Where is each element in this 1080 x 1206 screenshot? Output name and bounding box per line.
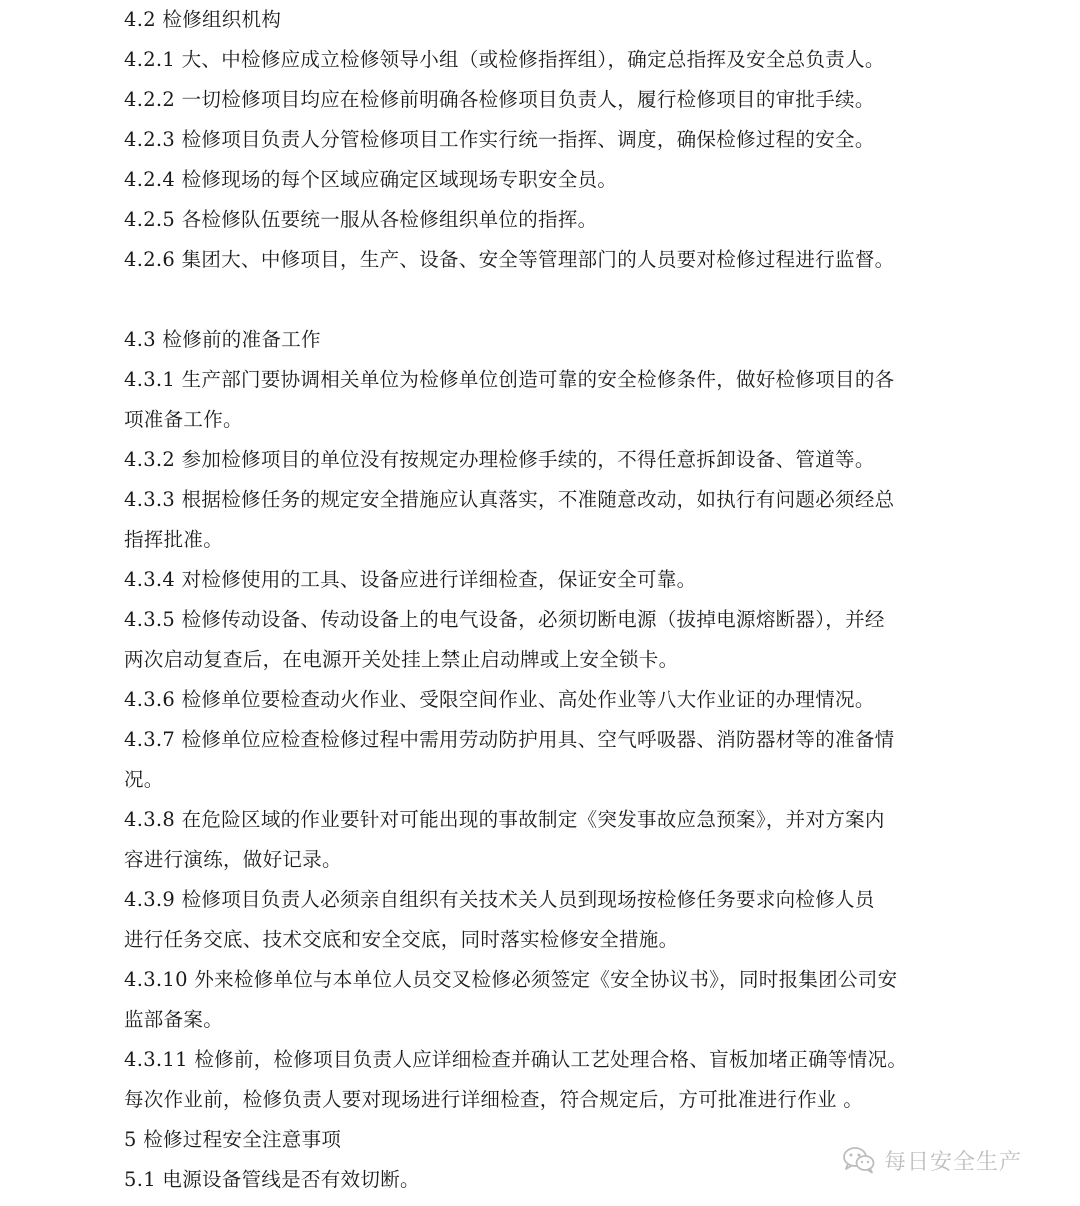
paragraph-4-3-10-cont: 监部备案。	[124, 1008, 224, 1031]
paragraph-4-3-3-cont: 指挥批准。	[124, 528, 224, 551]
watermark	[842, 1140, 1022, 1180]
paragraph-4-3-5-cont: 两次启动复查后，在电源开关处挂上禁止启动牌或上安全锁卡。	[124, 648, 679, 671]
section-heading-4-3: 4.3 检修前的准备工作	[124, 328, 321, 351]
paragraph-4-3-8-cont: 容进行演练，做好记录。	[124, 848, 342, 871]
paragraph-4-3-11-cont: 每次作业前，检修负责人要对现场进行详细检查，符合规定后，方可批准进行作业 。	[124, 1088, 864, 1111]
paragraph-4-3-5: 4.3.5 检修传动设备、传动设备上的电气设备，必须切断电源（拔掉电源熔断器），并经	[124, 608, 885, 631]
paragraph-4-3-8: 4.3.8 在危险区域的作业要针对可能出现的事故制定《突发事故应急预案》，并对方案内	[124, 808, 885, 831]
section-heading-4-2: 4.2 检修组织机构	[124, 8, 282, 31]
paragraph-4-3-7: 4.3.7 检修单位应检查检修过程中需用劳动防护用具、空气呼吸器、消防器材等的准备情	[124, 728, 895, 751]
paragraph-4-3-2: 4.3.2 参加检修项目的单位没有按规定办理检修手续的，不得任意拆卸设备、管道等。	[124, 448, 875, 471]
paragraph-4-3-9-cont: 进行任务交底、技术交底和安全交底，同时落实检修安全措施。	[124, 928, 679, 951]
paragraph-4-3-3: 4.3.3 根据检修任务的规定安全措施应认真落实，不准随意改动，如执行有问题必须经总	[124, 488, 895, 511]
wechat-icon	[842, 1146, 876, 1174]
paragraph-4-3-4: 4.3.4 对检修使用的工具、设备应进行详细检查，保证安全可靠。	[124, 568, 697, 591]
paragraph-4-3-1-cont: 项准备工作。	[124, 408, 243, 431]
paragraph-4-3-11: 4.3.11 检修前，检修项目负责人应详细检查并确认工艺处理合格、盲板加堵正确等情况。	[124, 1048, 908, 1071]
paragraph-5-1: 5.1 电源设备管线是否有效切断。	[124, 1168, 420, 1191]
watermark-text: 每日安全生产	[884, 1149, 1023, 1175]
paragraph-4-3-1: 4.3.1 生产部门要协调相关单位为检修单位创造可靠的安全检修条件，做好检修项目的各	[124, 368, 895, 391]
section-heading-5: 5 检修过程安全注意事项	[124, 1128, 342, 1151]
paragraph-4-2-1: 4.2.1 大、中检修应成立检修领导小组（或检修指挥组），确定总指挥及安全总负责人。	[124, 48, 885, 71]
paragraph-4-3-9: 4.3.9 检修项目负责人必须亲自组织有关技术关人员到现场按检修任务要求向检修人员	[124, 888, 875, 911]
paragraph-4-2-6: 4.2.6 集团大、中修项目，生产、设备、安全等管理部门的人员要对检修过程进行监督。	[124, 248, 895, 271]
paragraph-4-2-2: 4.2.2 一切检修项目均应在检修前明确各检修项目负责人，履行检修项目的审批手续。	[124, 88, 875, 111]
paragraph-4-3-7-cont: 况。	[124, 768, 164, 791]
paragraph-4-3-6: 4.3.6 检修单位要检查动火作业、受限空间作业、高处作业等八大作业证的办理情况。	[124, 688, 875, 711]
paragraph-4-2-4: 4.2.4 检修现场的每个区域应确定区域现场专职安全员。	[124, 168, 618, 191]
paragraph-4-2-3: 4.2.3 检修项目负责人分管检修项目工作实行统一指挥、调度，确保检修过程的安全。	[124, 128, 875, 151]
paragraph-4-3-10: 4.3.10 外来检修单位与本单位人员交叉检修必须签定《安全协议书》，同时报集团公司安	[124, 968, 898, 991]
paragraph-4-2-5: 4.2.5 各检修队伍要统一服从各检修组织单位的指挥。	[124, 208, 598, 231]
